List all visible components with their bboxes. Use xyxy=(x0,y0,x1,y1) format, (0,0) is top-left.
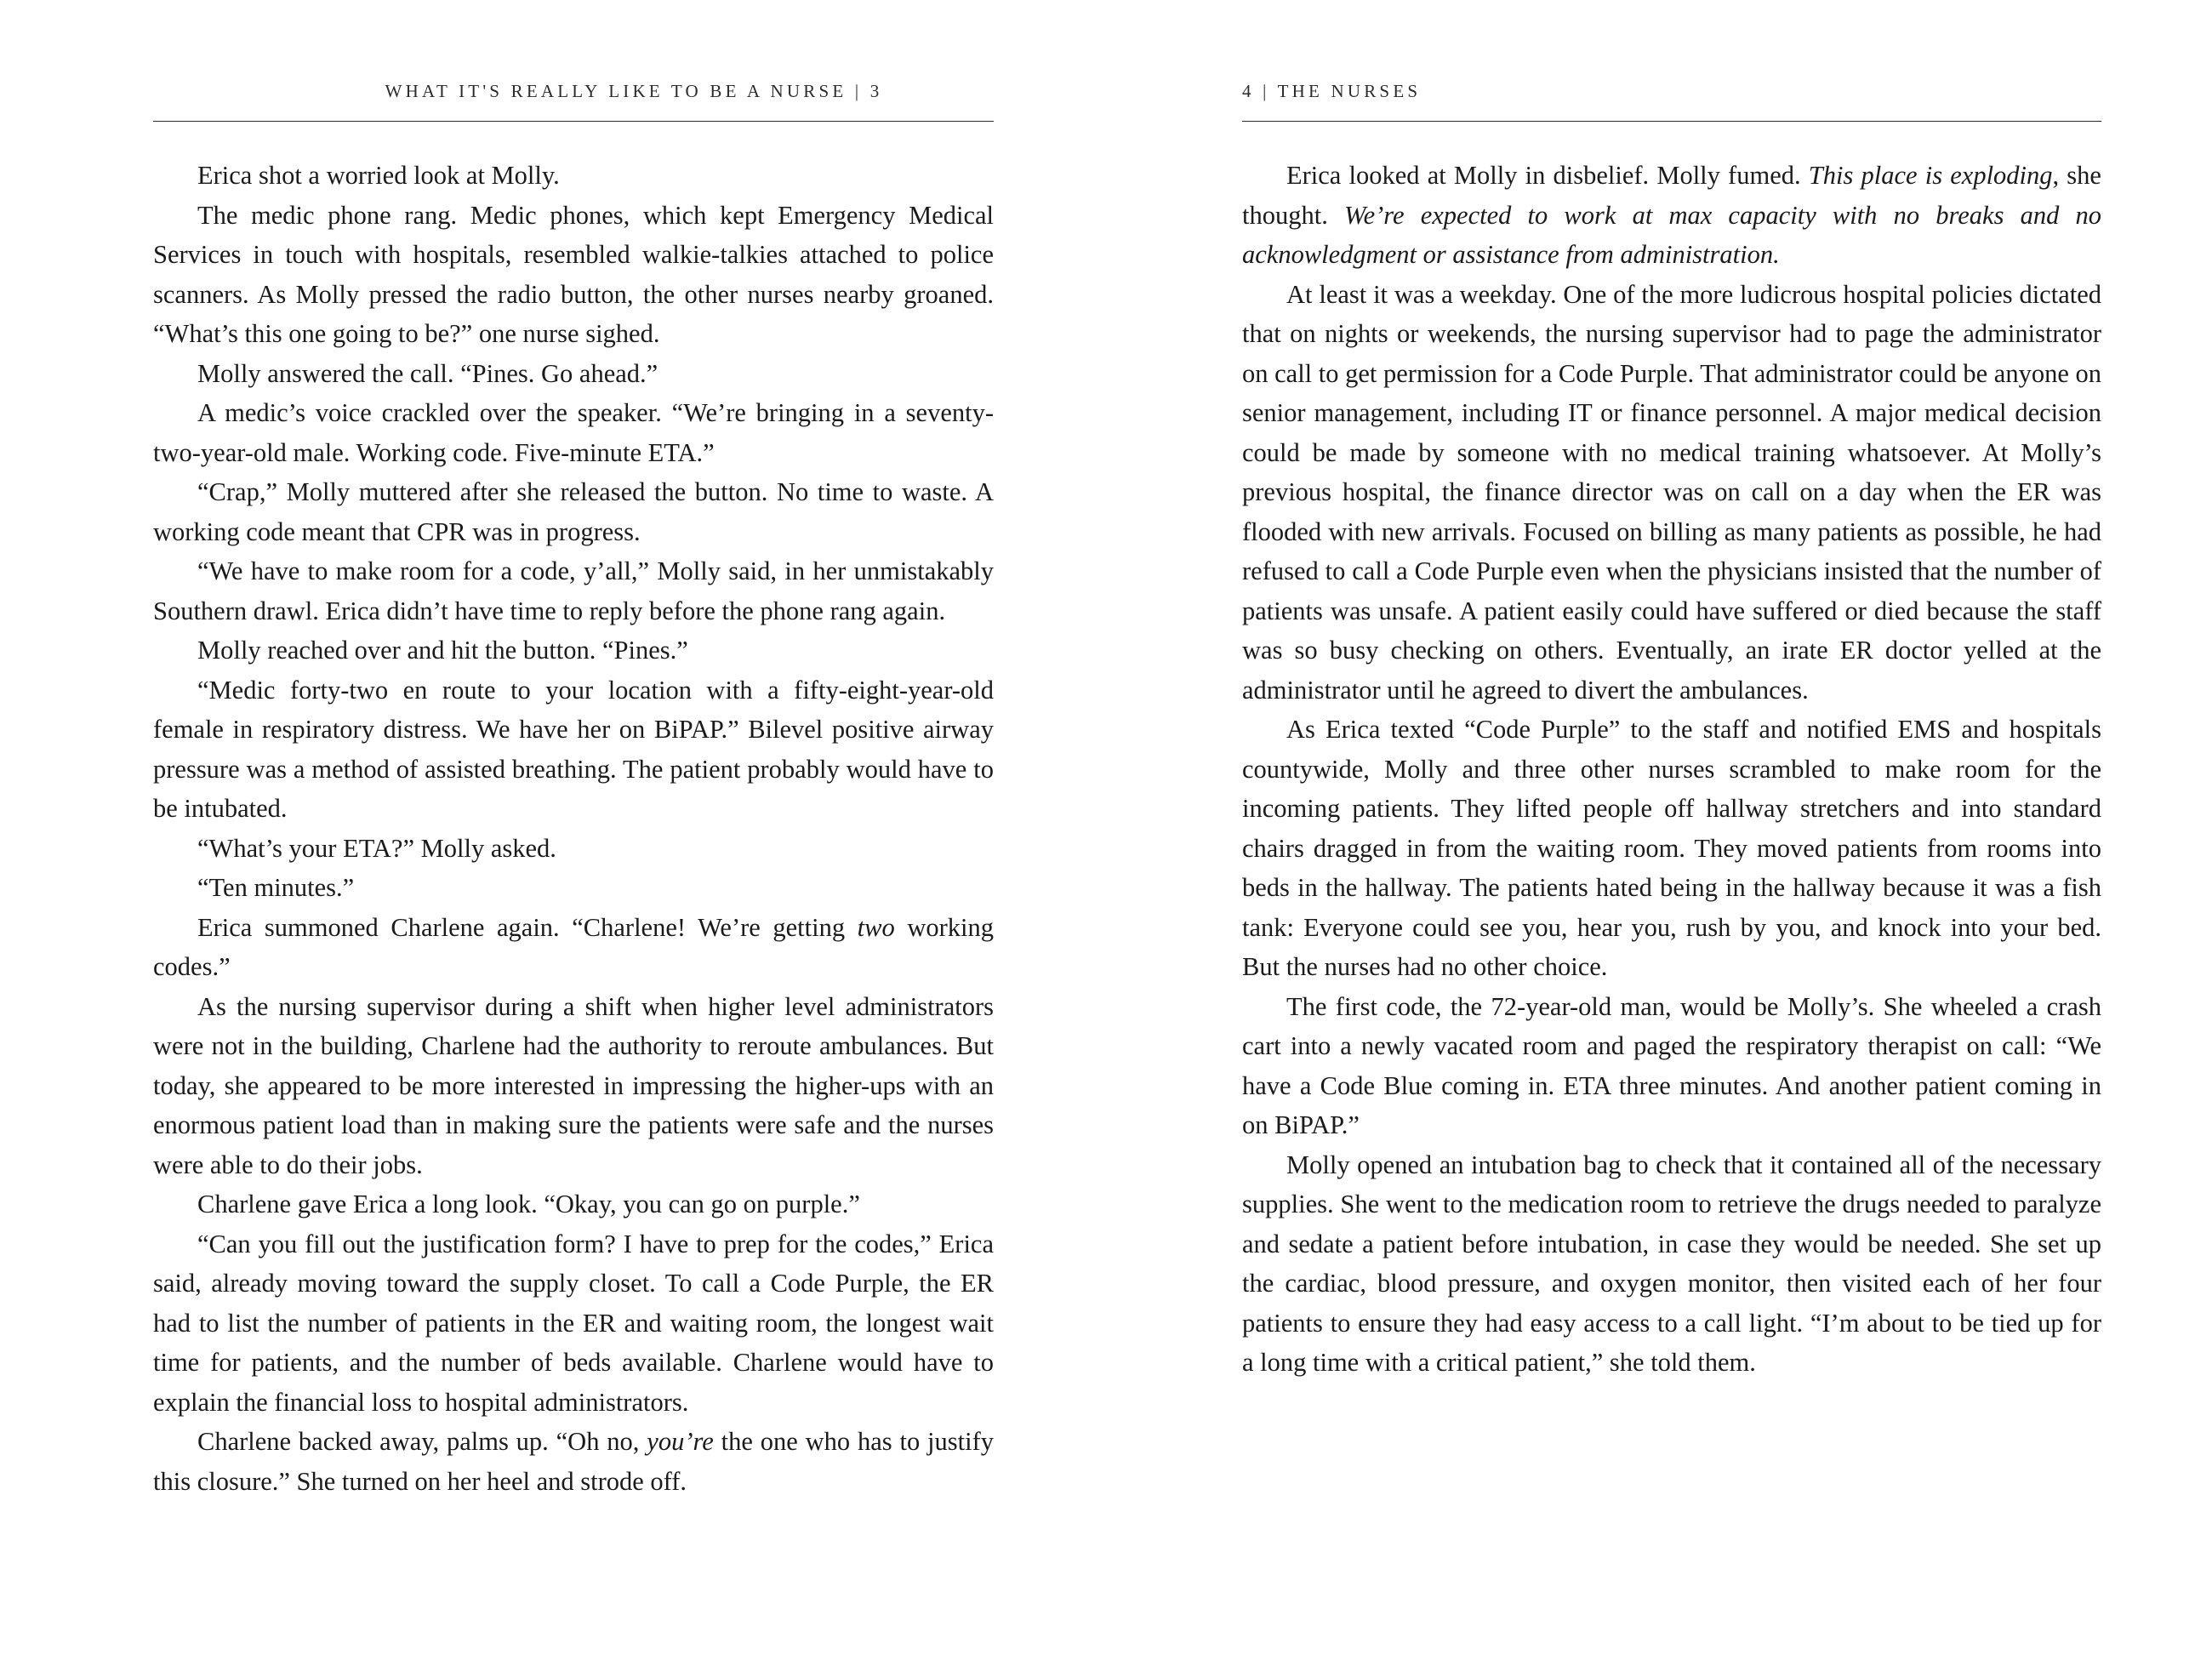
running-head-right: 4 | THE NURSES xyxy=(1242,81,1422,101)
paragraph: Charlene gave Erica a long look. “Okay, you can go on purple.” xyxy=(197,1190,860,1218)
paragraph: “What’s your ETA?” Molly asked. xyxy=(197,833,556,863)
paragraph: “Ten minutes.” xyxy=(197,873,355,902)
page-left xyxy=(0,81,1217,1672)
paragraph: “We have to make room for a code, y’all,” Molly said, in her unmistakably Southern drawl. Erica didn’t have time to reply before the phone rang again. xyxy=(153,556,994,625)
paragraph: A medic’s voice crackled over the speaker. “We’re bringing in a seventy-two-year-old male. Working code. Five-minute ETA.” xyxy=(153,398,994,467)
paragraph: Erica looked at Molly in disbelief. Molly fumed. This place is exploding, she thought. We’re expected to work at max capacity with no breaks and no acknowledgment or assistance from administration. xyxy=(1242,161,2101,269)
paragraph: The first code, the 72-year-old man, would be Molly’s. She wheeled a crash cart into a newly vacated room and paged the respiratory therapist on call: “We have a Code Blue coming in. ETA three minutes. And another patient coming in on BiPAP.” xyxy=(1242,991,2101,1139)
body-text-left xyxy=(153,156,994,1501)
paragraph: The medic phone rang. Medic phones, which kept Emergency Medical Services in touch with hospitals, resembled walkie-talkies attached to police scanners. As Molly pressed the radio button, the other nurses nearby groaned. “What’s this one going to be?” one nurse sighed. xyxy=(153,200,994,348)
paragraph: At least it was a weekday. One of the more ludicrous hospital policies dictated that on nights or weekends, the nursing supervisor had to page the administrator on call to get permission for a Code Purple. That administrator could be anyone on senior management, including IT or finance personnel. A major medical decision could be made by someone with no medical training whatsoever. At Molly’s previous hospital, the finance director was on call on a day when the ER was flooded with new arrivals. Focused on billing as many patients as possible, he had refused to call a Code Purple even when the physicians insisted that the number of patients was unsafe. A patient easily could have suffered or died because the staff was so busy checking on others. Eventually, an irate ER doctor yelled at the administrator until he agreed to divert the ambulances. xyxy=(1242,279,2101,705)
header-rule-left xyxy=(153,121,994,122)
paragraph: Erica shot a worried look at Molly. xyxy=(197,161,560,190)
paragraph: “Can you fill out the justification form? I have to prep for the codes,” Erica said, already moving toward the supply closet. To call a Code Purple, the ER had to list the number of patients in the ER and waiting room, the longest wait time for patients, and the number of beds available. Charlene would have to explain the financial loss to hospital administrators. xyxy=(153,1229,994,1417)
paragraph: Molly reached over and hit the button. “Pines.” xyxy=(197,636,688,665)
paragraph: Molly answered the call. “Pines. Go ahead.” xyxy=(197,358,658,388)
paragraph: Charlene backed away, palms up. “Oh no, you’re the one who has to justify this closure.” She turned on her heel and strode off. xyxy=(153,1427,994,1496)
paragraph: Erica summoned Charlene again. “Charlene! We’re getting two working codes.” xyxy=(153,912,994,981)
paragraph: Molly opened an intubation bag to check that it contained all of the necessary supplies. She went to the medication room to retrieve the drugs needed to paralyze and sedate a patient before intubation, in case they would be needed. She set up the cardiac, blood pressure, and oxygen monitor, then visited each of her four patients to ensure they had easy access to a call light. “I’m about to be tied up for a long time with a critical patient,” she told them. xyxy=(1242,1150,2101,1377)
body-text-right xyxy=(1242,156,2101,1383)
paragraph: As Erica texted “Code Purple” to the staff and notified EMS and hospitals countywide, Molly and three other nurses scrambled to make room for the incoming patients. They lifted people off hallway stretchers and into standard chairs dragged in from the waiting room. They moved patients from rooms into beds in the hallway. The patients hated being in the hallway because it was a fish tank: Everyone could see you, hear you, rush by you, and knock into your bed. But the nurses had no other choice. xyxy=(1242,715,2101,981)
paragraph: “Crap,” Molly muttered after she released the button. No time to waste. A working code meant that CPR was in progress. xyxy=(153,477,994,546)
page-right xyxy=(1217,81,2212,1672)
header-rule-right xyxy=(1242,121,2101,122)
running-head-left: WHAT IT'S REALLY LIKE TO BE A NURSE | 3 xyxy=(385,81,883,101)
paragraph: As the nursing supervisor during a shift when higher level administrators were not in the building, Charlene had the authority to reroute ambulances. But today, she appeared to be more interested in impressing the higher-ups with an enormous patient load than in making sure the patients were safe and the nurses were able to do their jobs. xyxy=(153,991,994,1179)
paragraph: “Medic forty-two en route to your location with a fifty-eight-year-old female in respiratory distress. We have her on BiPAP.” Bilevel positive airway pressure was a method of assisted breathing. The patient probably would have to be intubated. xyxy=(153,675,994,823)
